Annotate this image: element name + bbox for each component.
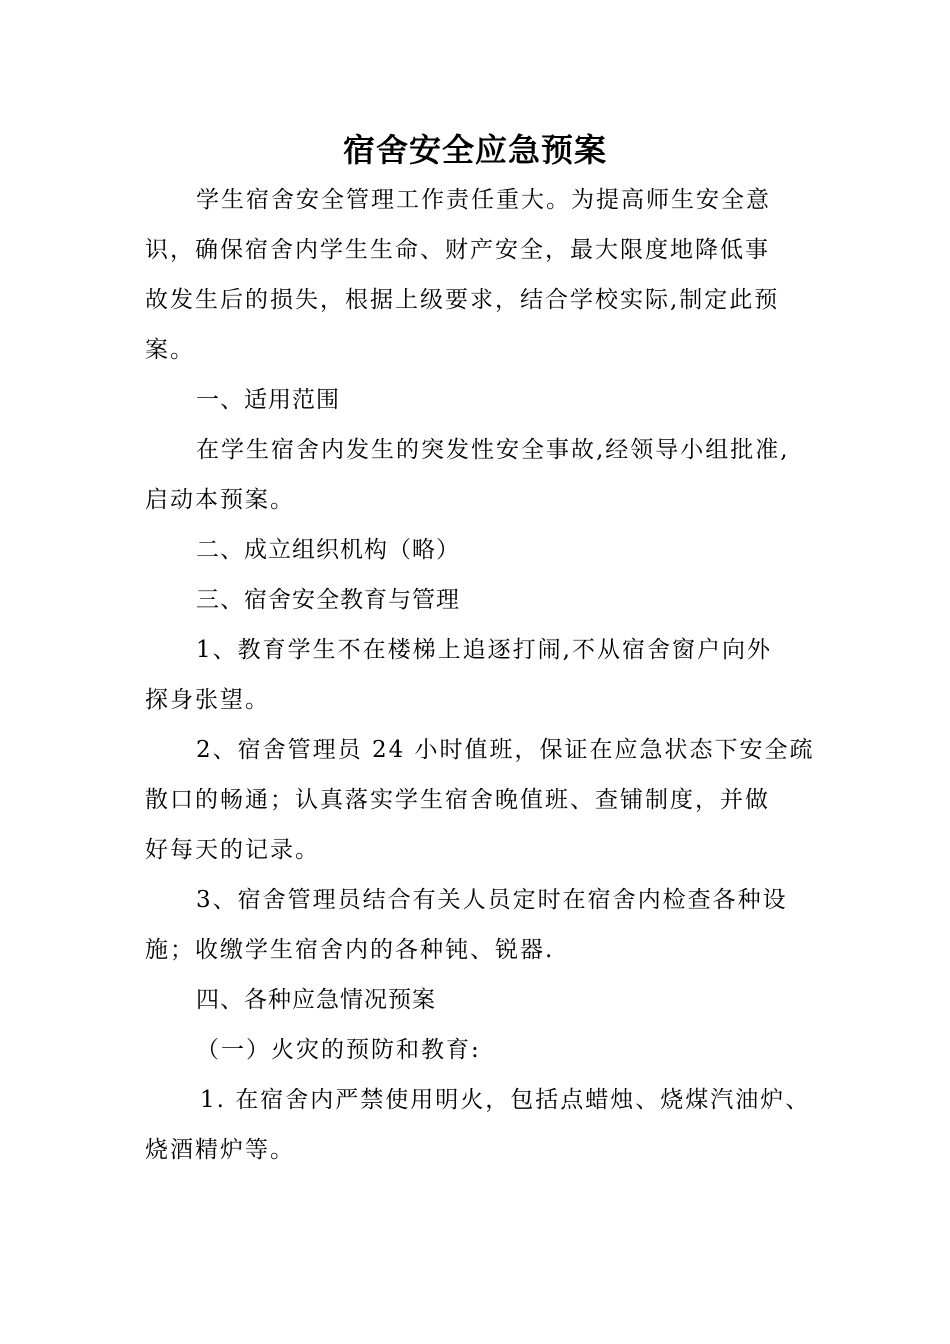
section4-heading: 四、各种应急情况预案 [196,987,436,1013]
intro-line-2: 识，确保宿舍内学生生命、财产安全，最大限度地降低事 [145,237,770,263]
intro-line-1: 学生宿舍安全管理工作责任重大。为提高师生安全意 [196,187,771,213]
section4-item1-line-2: 烧酒精炉等。 [145,1137,295,1163]
section1-line-2: 启动本预案。 [145,487,295,513]
section4-sub1: （一）火灾的预防和教育: [196,1037,481,1063]
section1-line-1: 在学生宿舍内发生的突发性安全事故,经领导小组批准, [196,437,790,463]
intro-line-3: 故发生后的损失，根据上级要求，结合学校实际,制定此预 [145,287,780,313]
section4-item1-line-1: 1. 在宿舍内严禁使用明火，包括点蜡烛、烧煤汽油炉、 [200,1087,811,1113]
section3-item3-line-2: 施；收缴学生宿舍内的各种钝、锐器. [145,937,555,963]
intro-line-4: 案。 [145,337,195,363]
section3-item2-line-3: 好每天的记录。 [145,837,320,863]
section1-heading: 一、适用范围 [196,387,340,413]
section3-item2-line-1: 2、宿舍管理员 24 小时值班，保证在应急状态下安全疏 [196,737,815,763]
section3-item2-line-2: 散口的畅通；认真落实学生宿舍晚值班、查铺制度，并做 [145,787,770,813]
section3-heading: 三、宿舍安全教育与管理 [196,587,460,613]
document-title: 宿舍安全应急预案 [342,131,607,169]
section2-heading: 二、成立组织机构（略） [196,537,460,563]
section3-item1-line-2: 探身张望。 [145,687,270,713]
section3-item1-line-1: 1、教育学生不在楼梯上追逐打闹,不从宿舍窗户向外 [196,637,772,663]
section3-item3-line-1: 3、宿舍管理员结合有关人员定时在宿舍内检查各种设 [196,887,788,913]
